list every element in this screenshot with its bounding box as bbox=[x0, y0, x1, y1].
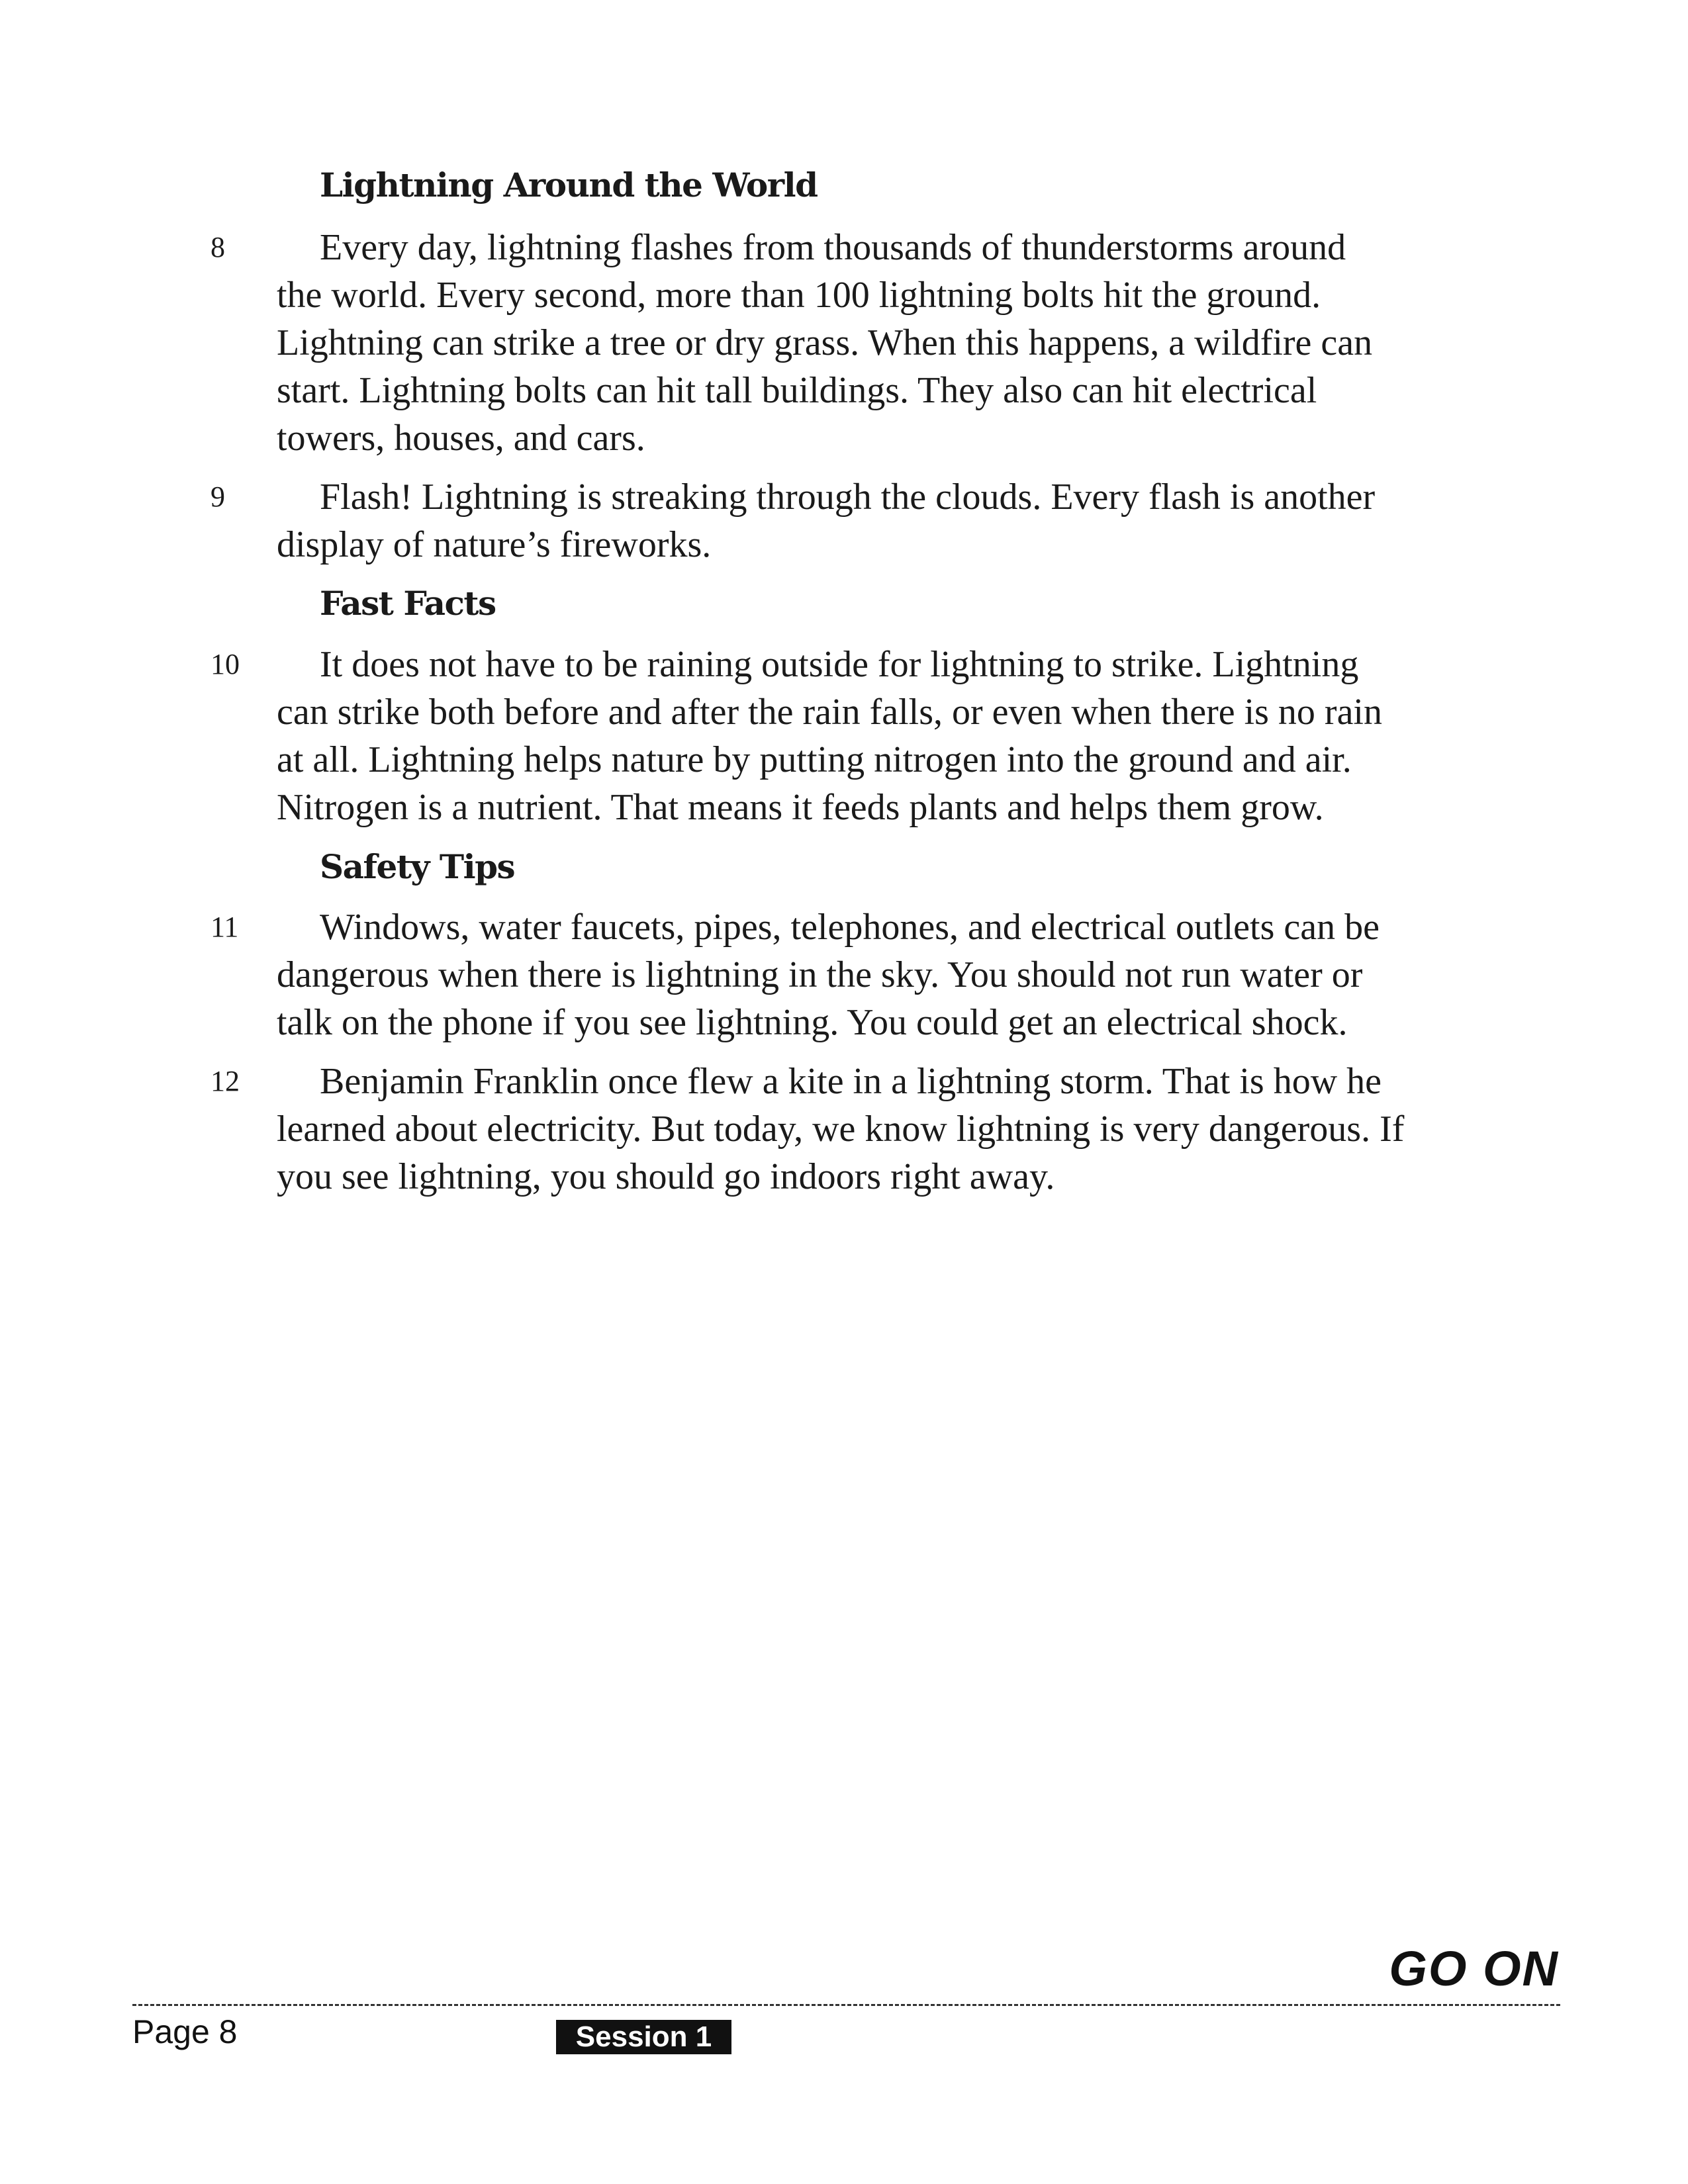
section-heading-lightning-around-the-world: Lightning Around the World bbox=[320, 165, 818, 205]
page-number: Page 8 bbox=[132, 2013, 238, 2050]
paragraph-line: towers, houses, and cars. bbox=[277, 418, 645, 459]
paragraph-number-8: 8 bbox=[211, 231, 225, 263]
section-heading-fast-facts: Fast Facts bbox=[320, 584, 496, 623]
paragraph-line: Every day, lightning flashes from thousands of thunderstorms around bbox=[320, 227, 1346, 268]
paragraph-line: Lightning can strike a tree or dry grass. When this happens, a wildfire can bbox=[277, 322, 1373, 363]
paragraph-8 bbox=[277, 224, 1462, 462]
paragraph-line: Benjamin Franklin once flew a kite in a lightning storm. That is how he bbox=[320, 1061, 1382, 1102]
paragraph-line: Nitrogen is a nutrient. That means it feeds plants and helps them grow. bbox=[277, 787, 1324, 828]
paragraph-line: at all. Lightning helps nature by putting nitrogen into the ground and air. bbox=[277, 739, 1352, 780]
paragraph-line: talk on the phone if you see lightning. You could get an electrical shock. bbox=[277, 1002, 1348, 1043]
paragraph-line: start. Lightning bolts can hit tall buildings. They also can hit electrical bbox=[277, 370, 1317, 411]
paragraph-9 bbox=[277, 473, 1462, 569]
footer-divider bbox=[132, 2004, 1560, 2006]
paragraph-line: It does not have to be raining outside for lightning to strike. Lightning bbox=[320, 644, 1359, 685]
paragraph-line: you see lightning, you should go indoors right away. bbox=[277, 1156, 1055, 1197]
paragraph-11 bbox=[277, 903, 1462, 1046]
section-heading-safety-tips: Safety Tips bbox=[320, 847, 515, 886]
paragraph-line: learned about electricity. But today, we know lightning is very dangerous. If bbox=[277, 1109, 1405, 1150]
paragraph-line: Flash! Lightning is streaking through the clouds. Every flash is another bbox=[320, 477, 1376, 518]
go-on-label: GO ON bbox=[1389, 1941, 1559, 1996]
session-badge: Session 1 bbox=[556, 2020, 731, 2054]
paragraph-number-12: 12 bbox=[211, 1065, 240, 1097]
paragraph-line: can strike both before and after the rain falls, or even when there is no rain bbox=[277, 692, 1382, 733]
paragraph-line: Windows, water faucets, pipes, telephones, and electrical outlets can be bbox=[320, 907, 1380, 948]
paragraph-number-11: 11 bbox=[211, 911, 239, 943]
paragraph-number-10: 10 bbox=[211, 648, 240, 680]
paragraph-12 bbox=[277, 1058, 1462, 1201]
paragraph-line: dangerous when there is lightning in the sky. You should not run water or bbox=[277, 954, 1363, 995]
paragraph-number-9: 9 bbox=[211, 480, 225, 513]
paragraph-10 bbox=[277, 641, 1462, 831]
paragraph-line: the world. Every second, more than 100 lightning bolts hit the ground. bbox=[277, 275, 1321, 316]
paragraph-line: display of nature’s fireworks. bbox=[277, 524, 712, 565]
